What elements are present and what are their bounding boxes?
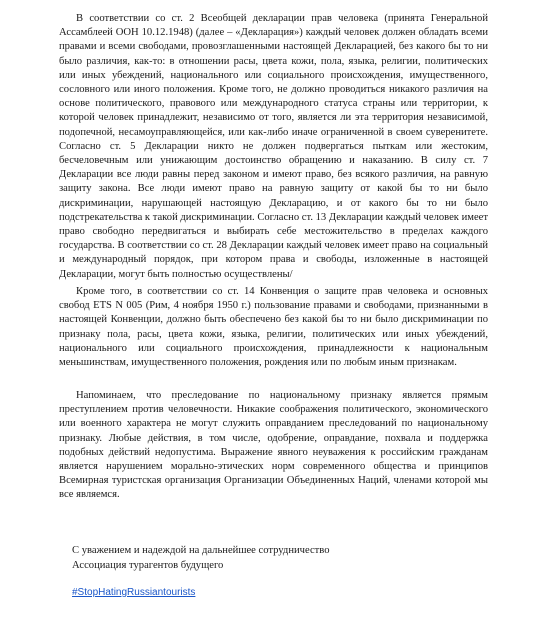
paragraph-declaration: В соответствии со ст. 2 Всеобщей декларации прав человека (принята Генеральной Ассамблеей ООН 10.12.1948) (далее – «Декларация») каждый человек должен обладать всеми правами и всеми свободами, провозглашенными настоящей Декларацией, без какого бы то ни было различия, как-то: в отношении расы, цвета кожи, пола, языка, религии, политических или иных убеждений, национального или социального происхождения, имущественного, сословного или иного положения. Кроме того, не должно проводиться никакого различия на основе политического, правового или международного статуса страны или территории, к которой человек принадлежит, независимо от того, является ли эта территория независимой, подопечной, несамоуправляющейся, или как-либо иначе ограниченной в своем суверенитете. Согласно ст. 5 Декларации никто не должен подвергаться пыткам или жестоким, бесчеловечным или унижающим достоинство обращению и наказанию. В силу ст. 7 Декларации все люди равны перед законом и имеют право, без всякого различия, на равную защиту закона. Все люди имеют право на равную защиту от какой бы то ни было дискриминации, нарушающей настоящую Декларацию, и от какого бы то ни было подстрекательства к такой дискриминации. Согласно ст. 13 Декларации каждый человек имеет право свободно передвигаться и выбирать себе местожительство в пределах каждого государства. В соответствии со ст. 28 Декларации каждый человек имеет право на социальный и международный порядок, при котором права и свободы, изложенные в настоящей Декларации, могут быть полностью осуществлены/ [59, 13, 489, 280]
closing-line: С уважением и надеждой на дальнейшее сотрудничество [72, 545, 330, 556]
paragraph-convention: Кроме того, в соответствии со ст. 14 Конвенция о защите прав человека и основных свобод ETS N 005 (Рим, 4 ноября 1950 г.) пользование правами и свободами, признанными в настоящей Конвенции, должно быть обеспечено без какой бы то ни было дискриминации по признаку пола, расы, цвета кожи, языка, религии, политических или иных убеждений, национального или социального происхождения, принадлежности к национальным меньшинствам, имущественного положения, рождения или по любым иным признакам. [59, 286, 488, 369]
hashtag-link[interactable]: #StopHatingRussiantourists [72, 587, 196, 598]
signature: Ассоциация турагентов будущего [72, 560, 224, 571]
paragraph-reminder: Напоминаем, что преследование по национальному признаку является прямым преступлением против человечности. Никакие соображения политического, экономического или военного характера не могут служить оправданием преследований по национальному признаку. Любые действия, в том числе, одобрение, оправдание, похвала и поддержка подобных действий недопустима. Выражение явного неуважения к российским гражданам является нарушением морально-этических норм современного общества и принципов Всемирная туристская организация Организации Объединенных Наций, членами которой мы все являемся. [59, 390, 488, 501]
